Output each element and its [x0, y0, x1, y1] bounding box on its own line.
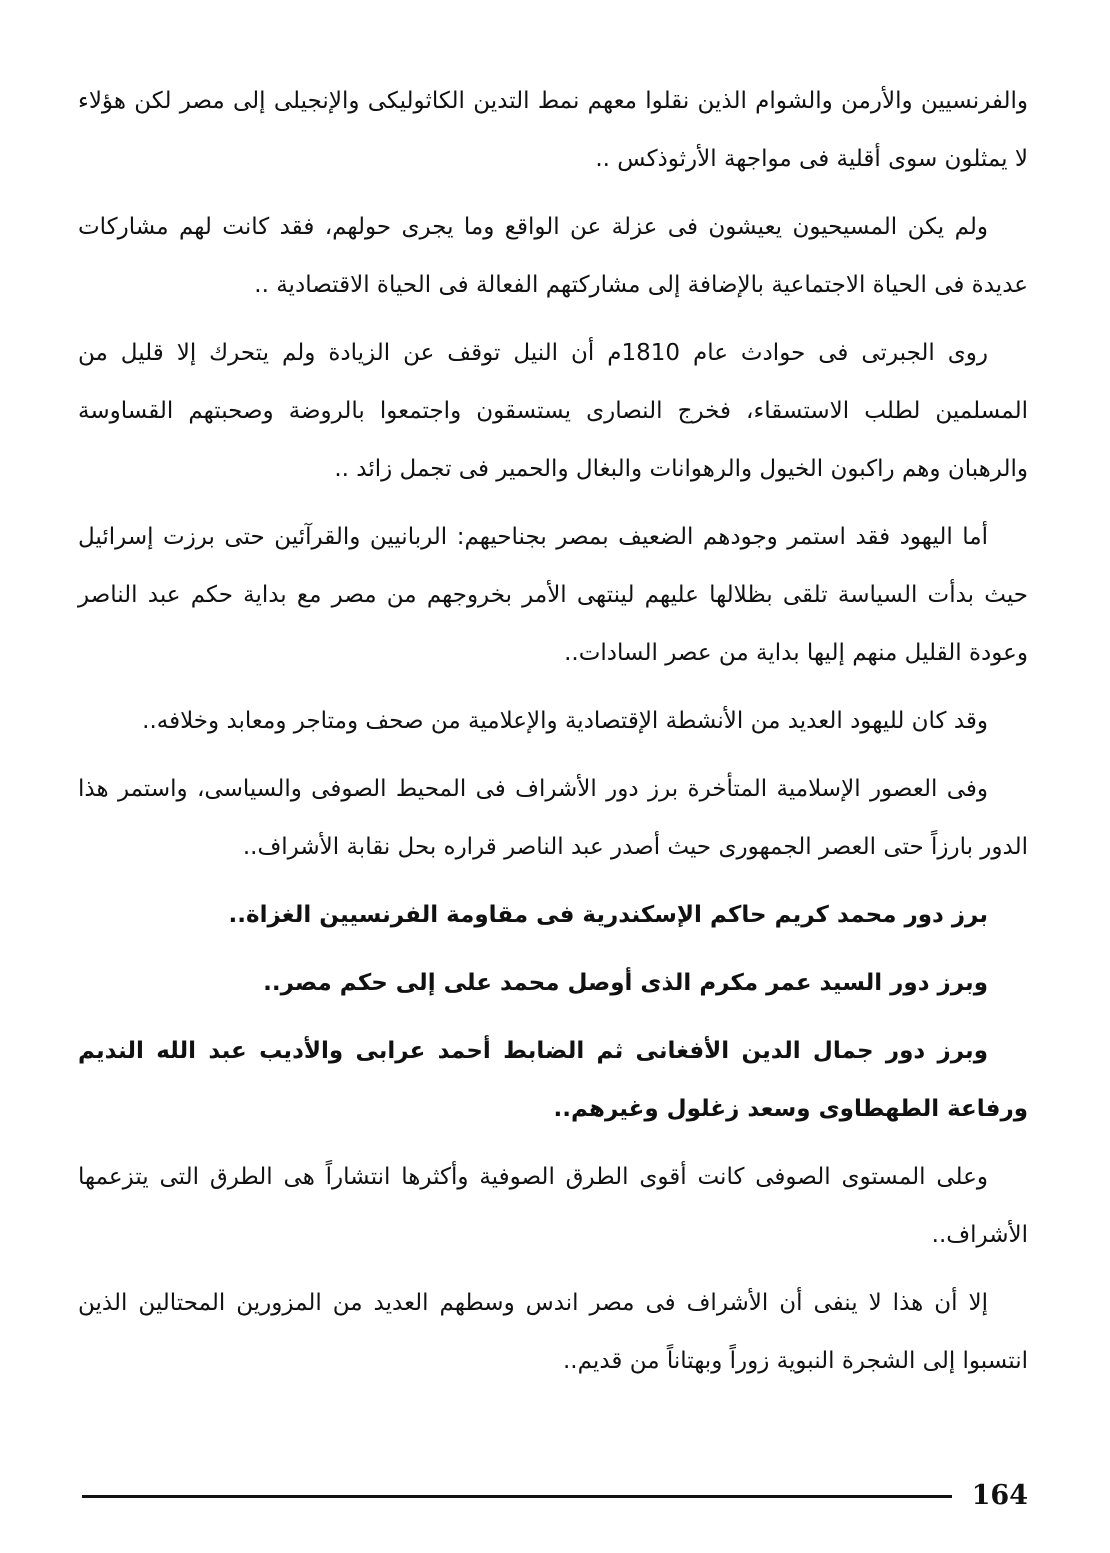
page-footer	[82, 1478, 1028, 1514]
footer-rule	[82, 1495, 952, 1498]
paragraph-9: وبرز دور جمال الدين الأفغانى ثم الضابط أحمد عرابى والأديب عبد الله النديم ورفاعة الطهطاوى وسعد زغلول وغيرهم..	[78, 1038, 1028, 1122]
paragraph-7: برز دور محمد كريم حاكم الإسكندرية فى مقاومة الفرنسيين الغزاة..	[228, 902, 988, 928]
paragraph-6: وفى العصور الإسلامية المتأخرة برز دور الأشراف فى المحيط الصوفى والسياسى، واستمر هذا الدور بارزاً حتى العصر الجمهورى حيث أصدر عبد الناصر قراره بحل نقابة الأشراف..	[78, 776, 1028, 860]
page-number: 164	[971, 1480, 1028, 1511]
paragraph-3: روى الجبرتى فى حوادث عام 1810م أن النيل توقف عن الزيادة ولم يتحرك إلا قليل من المسلمين لطلب الاستسقاء، فخرج النصارى يستسقون واجتمعوا بالروضة وصحبتهم القساوسة والرهبان وهم راكبون الخيول والرهوانات والبغال والحمير فى تجمل زائد ..	[78, 340, 1028, 482]
paragraph-11: إلا أن هذا لا ينفى أن الأشراف فى مصر اندس وسطهم العديد من المزورين المحتالين الذين انتسبوا إلى الشجرة النبوية زوراً وبهتاناً من قديم..	[78, 1290, 1028, 1374]
paragraph-10: وعلى المستوى الصوفى كانت أقوى الطرق الصوفية وأكثرها انتشاراً هى الطرق التى يتزعمها الأشراف..	[78, 1164, 1028, 1248]
paragraph-2: ولم يكن المسيحيون يعيشون فى عزلة عن الواقع وما يجرى حولهم، فقد كانت لهم مشاركات عديدة فى الحياة الاجتماعية بالإضافة إلى مشاركتهم الفعالة فى الحياة الاقتصادية ..	[78, 214, 1028, 298]
paragraph-5: وقد كان لليهود العديد من الأنشطة الإقتصادية والإعلامية من صحف ومتاجر ومعابد وخلافه..	[142, 708, 988, 734]
body-text	[78, 72, 1028, 1390]
paragraph-8: وبرز دور السيد عمر مكرم الذى أوصل محمد على إلى حكم مصر..	[263, 970, 988, 996]
paragraph-4: أما اليهود فقد استمر وجودهم الضعيف بمصر بجناحيهم: الربانيين والقرآئين حتى برزت إسرائيل حيث بدأت السياسة تلقى بظلالها عليهم لينتهى الأمر بخروجهم من مصر مع بداية حكم عبد الناصر وعودة القليل منهم إليها بداية من عصر السادات..	[78, 524, 1028, 666]
paragraph-1: والفرنسيين والأرمن والشوام الذين نقلوا معهم نمط التدين الكاثوليكى والإنجيلى إلى مصر لكن هؤلاء لا يمثلون سوى أقلية فى مواجهة الأرثوذكس ..	[78, 88, 1028, 172]
